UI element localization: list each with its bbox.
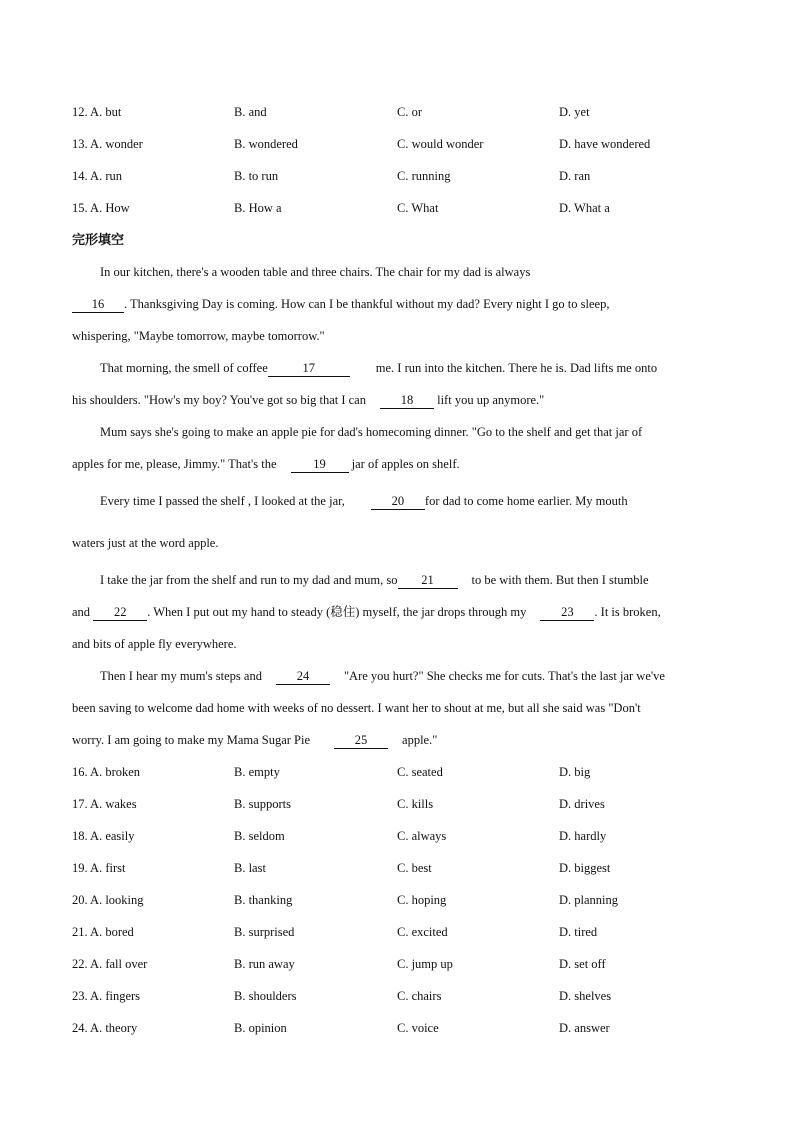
- option-a: 16. A. broken: [72, 764, 141, 779]
- option-b: B. supports: [234, 796, 291, 811]
- text: I take the jar from the shelf and run to my dad and mum, so: [100, 573, 398, 587]
- option-d: D. tired: [559, 924, 598, 939]
- option-d: D. planning: [559, 892, 619, 907]
- question-12-options: [72, 96, 732, 128]
- text: lift you up anymore.": [437, 393, 545, 407]
- option-c: C. or: [397, 104, 422, 119]
- option-a: 12. A. but: [72, 104, 122, 119]
- question-20-options: [72, 884, 732, 916]
- blank-17: 17: [268, 360, 350, 377]
- blank-20: 20: [371, 493, 425, 510]
- option-c: C. running: [397, 168, 451, 183]
- option-c: C. excited: [397, 924, 448, 939]
- question-24-options: [72, 1012, 732, 1044]
- option-a: 14. A. run: [72, 168, 122, 183]
- section-title: 完形填空: [72, 233, 125, 248]
- option-a: 19. A. first: [72, 860, 126, 875]
- option-a: 20. A. looking: [72, 892, 144, 907]
- option-b: B. opinion: [234, 1020, 287, 1035]
- option-c: C. hoping: [397, 892, 447, 907]
- option-d: D. What a: [559, 200, 610, 215]
- option-d: D. ran: [559, 168, 591, 183]
- text: to be with them. But then I stumble: [471, 573, 649, 587]
- blank-16: 16: [72, 296, 124, 313]
- option-d: D. set off: [559, 956, 606, 971]
- blank-22: 22: [93, 604, 147, 621]
- question-14-options: [72, 160, 732, 192]
- option-b: B. shoulders: [234, 988, 297, 1003]
- text: Then I hear my mum's steps and: [100, 669, 262, 683]
- text: . When I put out my hand to steady (稳住) myself, the jar drops through my: [147, 605, 527, 619]
- blank-23: 23: [540, 604, 594, 621]
- paragraph-2: [72, 352, 732, 416]
- text: jar of apples on shelf.: [351, 457, 460, 471]
- option-b: B. surprised: [234, 924, 295, 939]
- question-17-options: [72, 788, 732, 820]
- exam-page: [72, 96, 732, 1044]
- text: waters just at the word apple.: [72, 536, 219, 550]
- options-bottom: [72, 756, 732, 1044]
- question-15-options: [72, 192, 732, 224]
- option-d: D. hardly: [559, 828, 607, 843]
- option-b: B. wondered: [234, 136, 298, 151]
- text: apple.": [402, 733, 438, 747]
- text: whispering, "Maybe tomorrow, maybe tomorrow.": [72, 329, 325, 343]
- option-a: 15. A. How: [72, 200, 130, 215]
- text: and bits of apple fly everywhere.: [72, 637, 237, 651]
- text: apples for me, please, Jimmy." That's the: [72, 457, 277, 471]
- text: for dad to come home earlier. My mouth: [424, 494, 628, 508]
- blank-19: 19: [291, 456, 349, 473]
- option-c: C. best: [397, 860, 432, 875]
- option-c: C. chairs: [397, 988, 442, 1003]
- option-d: D. answer: [559, 1020, 610, 1035]
- option-c: C. would wonder: [397, 136, 484, 151]
- text: Every time I passed the shelf , I looked at the jar,: [100, 494, 345, 508]
- option-d: D. yet: [559, 104, 590, 119]
- option-c: C. voice: [397, 1020, 439, 1035]
- option-b: B. How a: [234, 200, 282, 215]
- text: That morning, the smell of coffee: [100, 361, 268, 375]
- option-a: 13. A. wonder: [72, 136, 143, 151]
- option-d: D. drives: [559, 796, 605, 811]
- option-c: C. What: [397, 200, 439, 215]
- text: In our kitchen, there's a wooden table and three chairs. The chair for my dad is always: [100, 265, 531, 279]
- option-d: D. shelves: [559, 988, 612, 1003]
- cloze-passage: [72, 256, 732, 756]
- question-19-options: [72, 852, 732, 884]
- option-a: 24. A. theory: [72, 1020, 138, 1035]
- text: worry. I am going to make my Mama Sugar Pie: [72, 733, 311, 747]
- option-c: C. seated: [397, 764, 443, 779]
- option-b: B. to run: [234, 168, 279, 183]
- text: "Are you hurt?" She checks me for cuts. That's the last jar we've: [343, 669, 665, 683]
- option-d: D. have wondered: [559, 136, 651, 151]
- option-b: B. last: [234, 860, 266, 875]
- text: Mum says she's going to make an apple pie for dad's homecoming dinner. "Go to the shelf and get that jar of: [100, 425, 643, 439]
- paragraph-3: [72, 416, 732, 480]
- question-21-options: [72, 916, 732, 948]
- option-a: 21. A. bored: [72, 924, 134, 939]
- paragraph-5: [72, 564, 732, 660]
- paragraph-1: [72, 256, 732, 352]
- option-a: 17. A. wakes: [72, 796, 137, 811]
- option-c: C. jump up: [397, 956, 453, 971]
- blank-18: 18: [380, 392, 434, 409]
- text: and: [72, 605, 91, 619]
- option-c: C. kills: [397, 796, 434, 811]
- text: been saving to welcome dad home with weeks of no dessert. I want her to shout at me, but all she said was "Don't: [72, 701, 641, 715]
- option-d: D. biggest: [559, 860, 611, 875]
- question-18-options: [72, 820, 732, 852]
- option-b: B. seldom: [234, 828, 285, 843]
- blank-21: 21: [398, 572, 458, 589]
- question-23-options: [72, 980, 732, 1012]
- text: . It is broken,: [594, 605, 661, 619]
- option-a: 22. A. fall over: [72, 956, 148, 971]
- text: . Thanksgiving Day is coming. How can I be thankful without my dad? Every night I go to sleep,: [124, 297, 610, 311]
- option-c: C. always: [397, 828, 447, 843]
- question-13-options: [72, 128, 732, 160]
- option-d: D. big: [559, 764, 591, 779]
- option-a: 23. A. fingers: [72, 988, 141, 1003]
- option-b: B. thanking: [234, 892, 293, 907]
- paragraph-4: [72, 480, 732, 564]
- question-22-options: [72, 948, 732, 980]
- text: me. I run into the kitchen. There he is. Dad lifts me onto: [375, 361, 658, 375]
- option-b: B. and: [234, 104, 267, 119]
- blank-25: 25: [334, 732, 388, 749]
- option-a: 18. A. easily: [72, 828, 135, 843]
- blank-24: 24: [276, 668, 330, 685]
- paragraph-6: [72, 660, 732, 756]
- question-16-options: [72, 756, 732, 788]
- option-b: B. run away: [234, 956, 295, 971]
- option-b: B. empty: [234, 764, 280, 779]
- options-top: [72, 96, 732, 224]
- text: his shoulders. "How's my boy? You've got so big that I can: [72, 393, 366, 407]
